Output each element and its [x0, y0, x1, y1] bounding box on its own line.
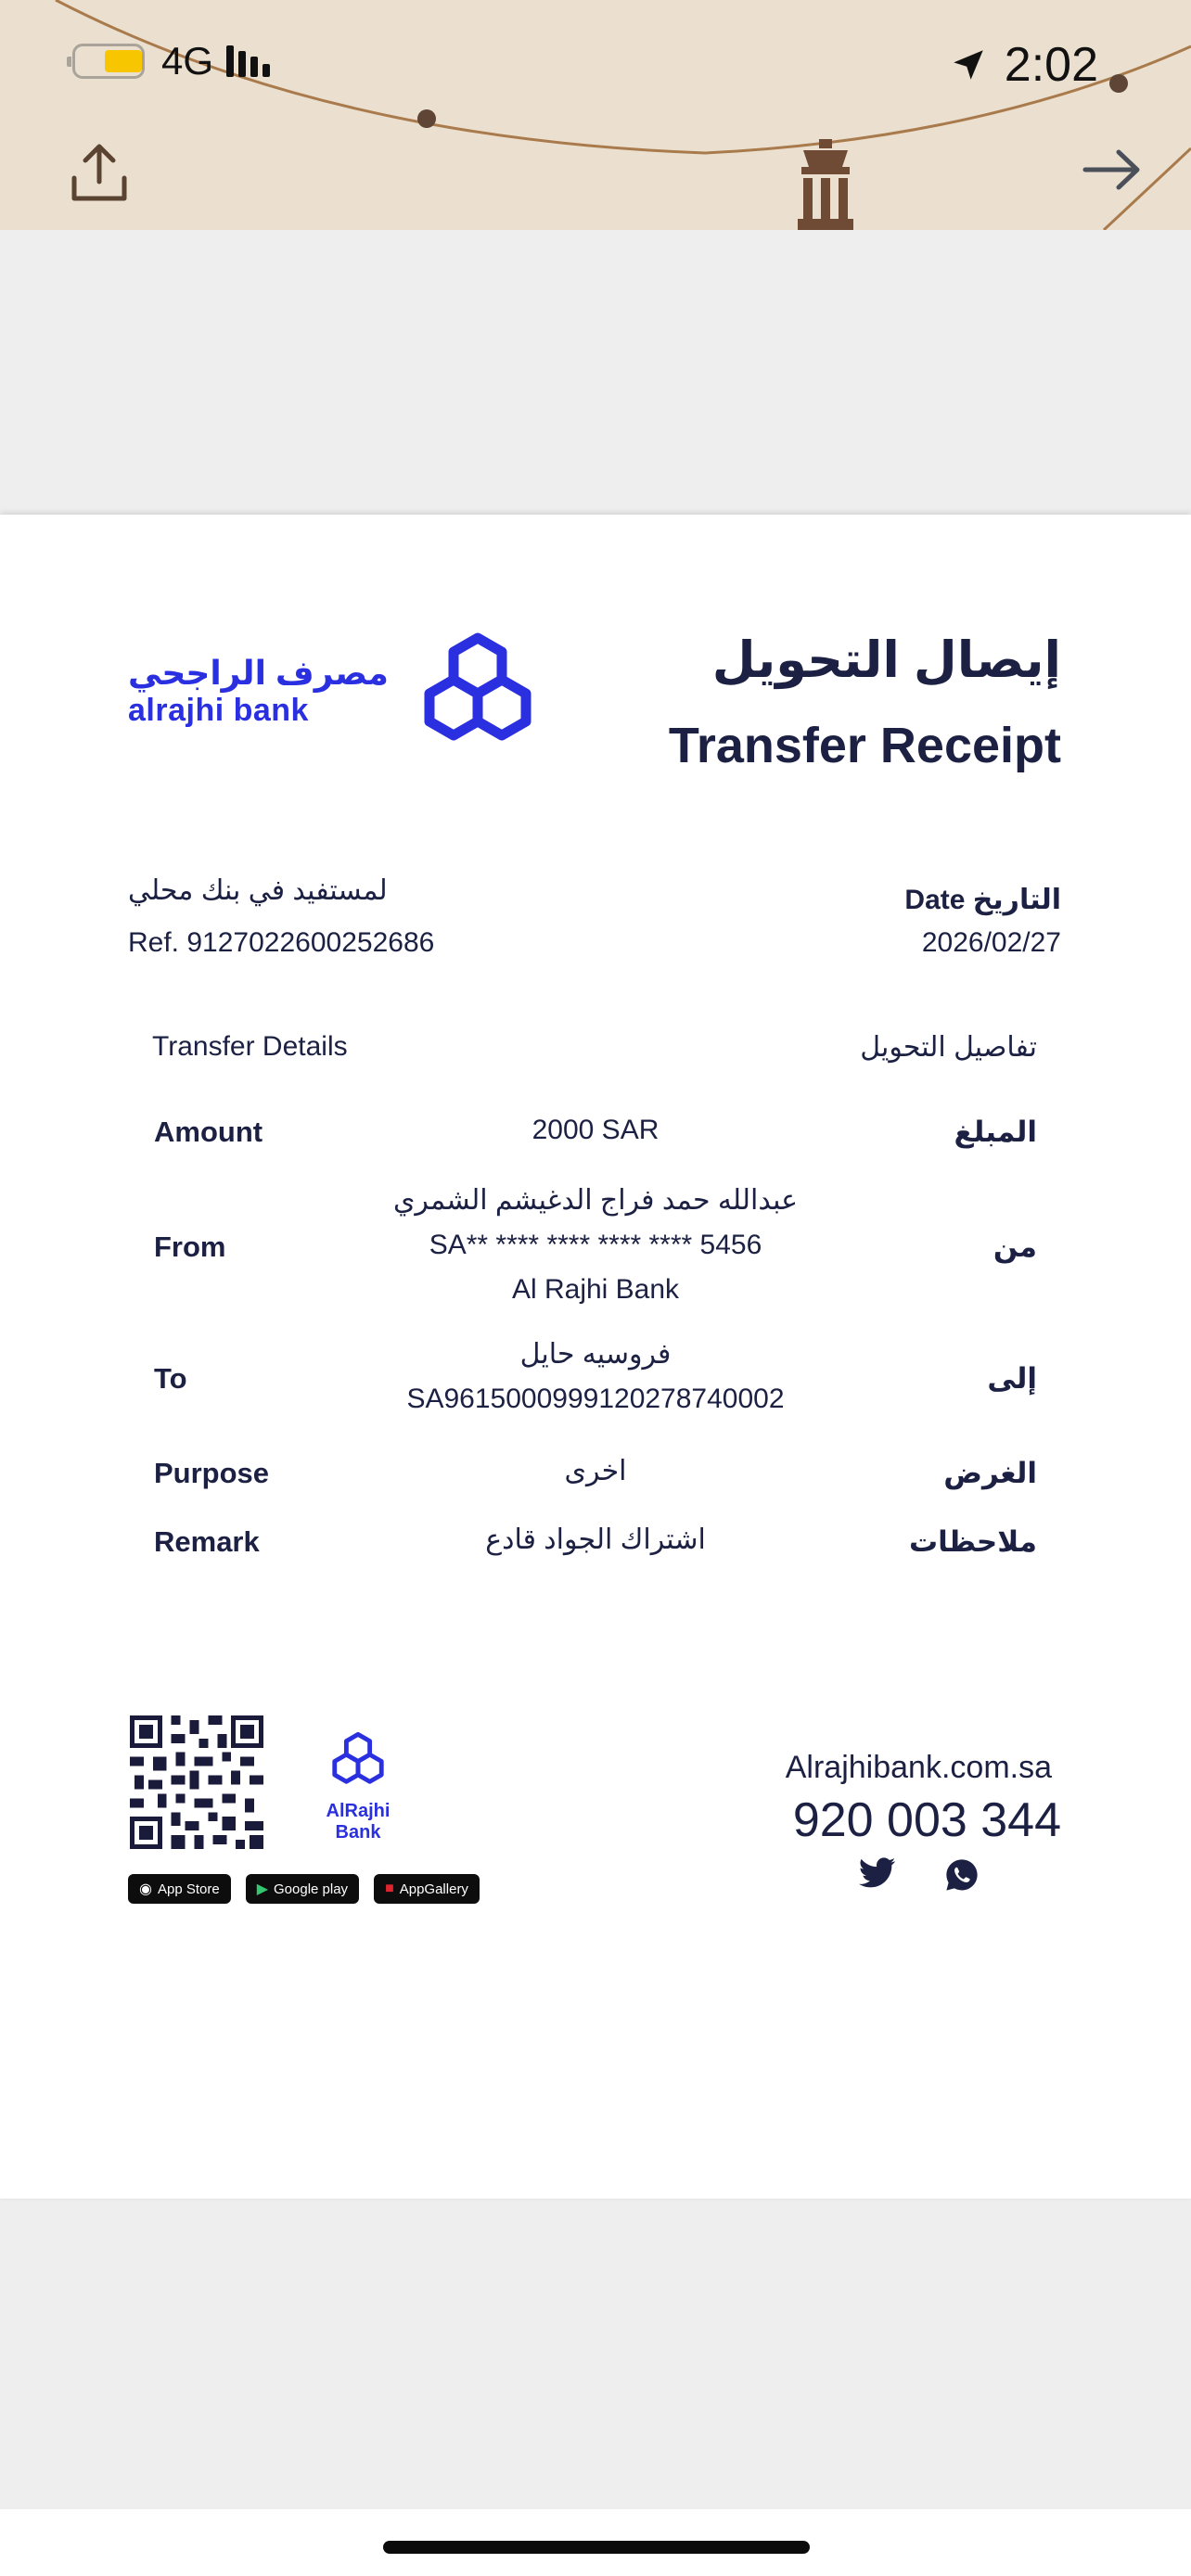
date-value: 2026/02/27	[921, 927, 1061, 958]
top-bar	[0, 0, 1191, 230]
remark-value: اشتراك الجواد قادع	[485, 1524, 706, 1555]
from-values	[339, 1179, 852, 1312]
details-header: Transfer Details	[152, 1031, 348, 1062]
app-store-badge[interactable]	[128, 1874, 231, 1904]
amount-label-arabic: المبلغ	[954, 1116, 1037, 1148]
forward-button[interactable]	[1082, 148, 1143, 196]
purpose-value: اخرى	[564, 1456, 627, 1486]
receipt-title: Transfer Receipt	[668, 718, 1061, 773]
qr-code	[130, 1715, 263, 1849]
bank-logo	[128, 631, 541, 751]
amount-label: Amount	[154, 1116, 263, 1148]
store-badges	[128, 1874, 480, 1904]
from-label-arabic: من	[992, 1231, 1037, 1263]
arrow-right-icon	[1082, 148, 1143, 191]
social-links	[859, 1857, 980, 1893]
purpose-row	[154, 1449, 1037, 1494]
battery-icon	[72, 44, 145, 79]
status-right	[949, 37, 1098, 93]
recipient-iban: SA9615000999120278740002	[406, 1384, 785, 1414]
whatsapp-icon[interactable]	[944, 1857, 980, 1893]
amount-value: 2000 SAR	[531, 1115, 660, 1145]
website-link[interactable]: Alrajhibank.com.sa	[785, 1750, 1052, 1785]
remark-label: Remark	[154, 1525, 260, 1558]
google-play-label: Google play	[274, 1881, 349, 1897]
sender-name: عبدالله حمد فراج الدغيشم الشمري	[392, 1185, 799, 1216]
network-type: 4G	[161, 39, 214, 83]
bank-name-arabic: مصرف الراجحي	[128, 653, 389, 692]
home-indicator[interactable]	[383, 2541, 810, 2554]
details-header-arabic: تفاصيل التحويل	[860, 1032, 1037, 1063]
date-label: Date التاريخ	[904, 885, 1061, 915]
remark-label-arabic: ملاحظات	[908, 1525, 1037, 1558]
to-label-arabic: إلى	[987, 1362, 1037, 1395]
phone-number[interactable]: 920 003 344	[792, 1793, 1061, 1847]
reference-number: Ref. 9127022600252686	[128, 927, 435, 958]
sender-bank: Al Rajhi Bank	[511, 1274, 680, 1305]
clock: 2:02	[1004, 38, 1098, 92]
app-name: AlRajhi Bank	[326, 1801, 391, 1843]
receipt-card	[0, 515, 1191, 2199]
google-play-badge[interactable]	[246, 1874, 359, 1904]
app-logo	[304, 1729, 412, 1843]
amount-row	[154, 1108, 1037, 1153]
from-row	[154, 1179, 1037, 1316]
purpose-label: Purpose	[154, 1457, 270, 1489]
app-gallery-badge[interactable]	[374, 1874, 480, 1904]
apple-icon: ◉	[139, 1881, 152, 1897]
remark-row	[154, 1518, 1037, 1562]
to-values	[339, 1333, 852, 1422]
sender-account: SA** **** **** **** **** 5456	[429, 1230, 762, 1260]
recipient-name: فروسيه حايل	[519, 1339, 672, 1370]
lantern-decoration	[0, 0, 1191, 230]
beneficiary-type: لمستفيد في بنك محلي	[128, 875, 388, 906]
twitter-icon[interactable]	[859, 1857, 896, 1889]
share-icon	[67, 141, 132, 206]
to-label: To	[154, 1362, 187, 1395]
receipt-title-arabic: إيصال التحويل	[711, 632, 1061, 688]
bank-name: alrajhi bank	[128, 692, 309, 728]
to-row	[154, 1333, 1037, 1425]
app-store-label: App Store	[157, 1881, 220, 1897]
purpose-label-arabic: الغرض	[943, 1457, 1037, 1489]
app-gallery-label: AppGallery	[399, 1881, 468, 1897]
share-button[interactable]	[67, 141, 132, 210]
huawei-icon: ■	[385, 1881, 394, 1896]
status-left	[72, 39, 270, 83]
from-label: From	[154, 1231, 226, 1263]
signal-icon	[226, 45, 270, 77]
play-icon: ▶	[256, 1881, 268, 1897]
lantern-icon	[798, 139, 853, 230]
alrajhi-app-icon	[327, 1729, 389, 1791]
alrajhi-logo-icon	[415, 631, 541, 751]
location-arrow-icon	[949, 45, 988, 84]
